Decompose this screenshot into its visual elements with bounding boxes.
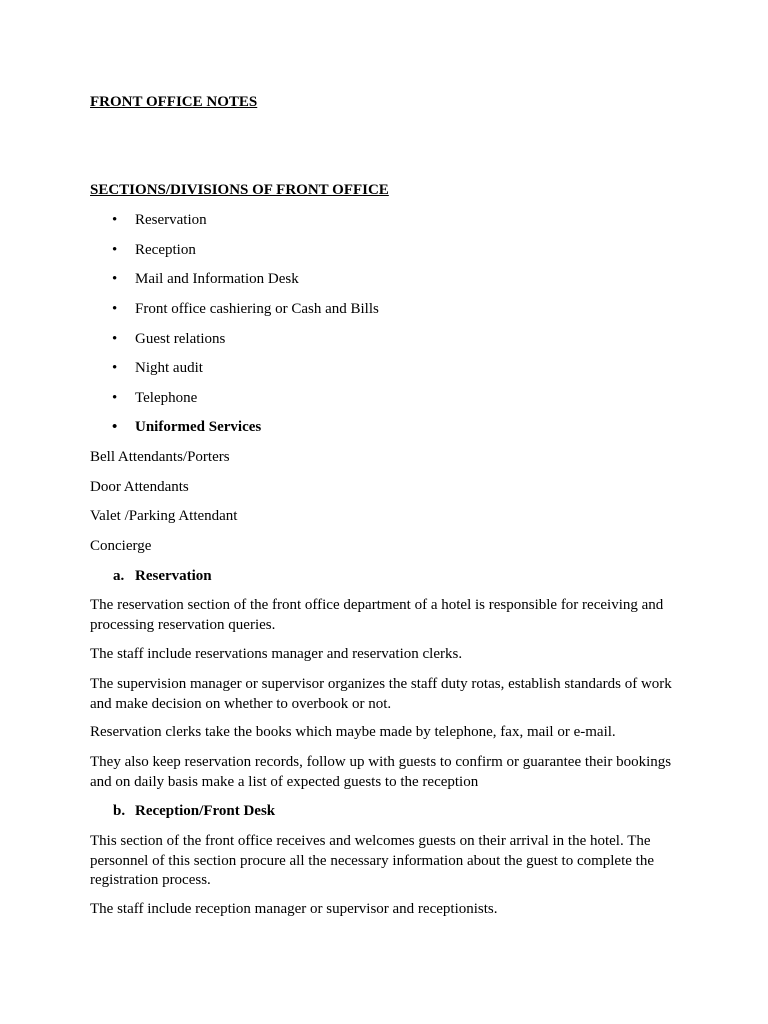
subheading-label: b. (113, 803, 126, 819)
bullet-icon: • (112, 301, 118, 317)
uniformed-service-line: Bell Attendants/Porters (90, 449, 230, 465)
paragraph: This section of the front office receives and welcomes guests on their arrival in the hotel. The personnel of this section procure all the necessary information about the guest to complete the registration process. (90, 833, 654, 888)
list-item-text: Reception (135, 242, 196, 258)
subheading-label: a. (113, 568, 125, 584)
bullet-icon: • (112, 360, 118, 376)
bullet-icon: • (112, 331, 118, 347)
paragraph: The supervision manager or supervisor organizes the staff duty rotas, establish standards of work and make decision on whether to overbook or not. (90, 676, 672, 712)
uniformed-service-line: Valet /Parking Attendant (90, 508, 238, 524)
bullet-icon: • (112, 419, 118, 435)
list-item-text: Night audit (135, 360, 203, 376)
subheading-text: Reception/Front Desk (135, 803, 276, 819)
paragraph: The staff include reception manager or supervisor and receptionists. (90, 901, 498, 917)
bullet-icon: • (112, 271, 118, 287)
paragraph: Reservation clerks take the books which maybe made by telephone, fax, mail or e-mail. (90, 724, 616, 740)
paragraph: The staff include reservations manager and reservation clerks. (90, 646, 463, 662)
paragraph: They also keep reservation records, follow up with guests to confirm or guarantee their bookings and on daily basis make a list of expected guests to the reception (90, 754, 672, 790)
bullet-icon: • (112, 390, 118, 406)
list-item-text: Guest relations (135, 331, 226, 347)
list-item-text: Reservation (135, 212, 207, 228)
subheading-text: Reservation (135, 568, 212, 584)
list-item-text: Mail and Information Desk (135, 271, 299, 287)
paragraph: The reservation section of the front office department of a hotel is responsible for receiving and processing reservation queries. (90, 597, 664, 633)
document-title: FRONT OFFICE NOTES (90, 94, 258, 110)
uniformed-service-line: Door Attendants (90, 479, 189, 495)
section-heading: SECTIONS/DIVISIONS OF FRONT OFFICE (90, 182, 389, 198)
uniformed-service-line: Concierge (90, 538, 152, 554)
bullet-icon: • (112, 212, 118, 228)
list-item-text: Telephone (135, 390, 198, 406)
list-item-text: Front office cashiering or Cash and Bills (135, 301, 379, 317)
bullet-icon: • (112, 242, 118, 258)
list-item-text: Uniformed Services (135, 419, 262, 435)
